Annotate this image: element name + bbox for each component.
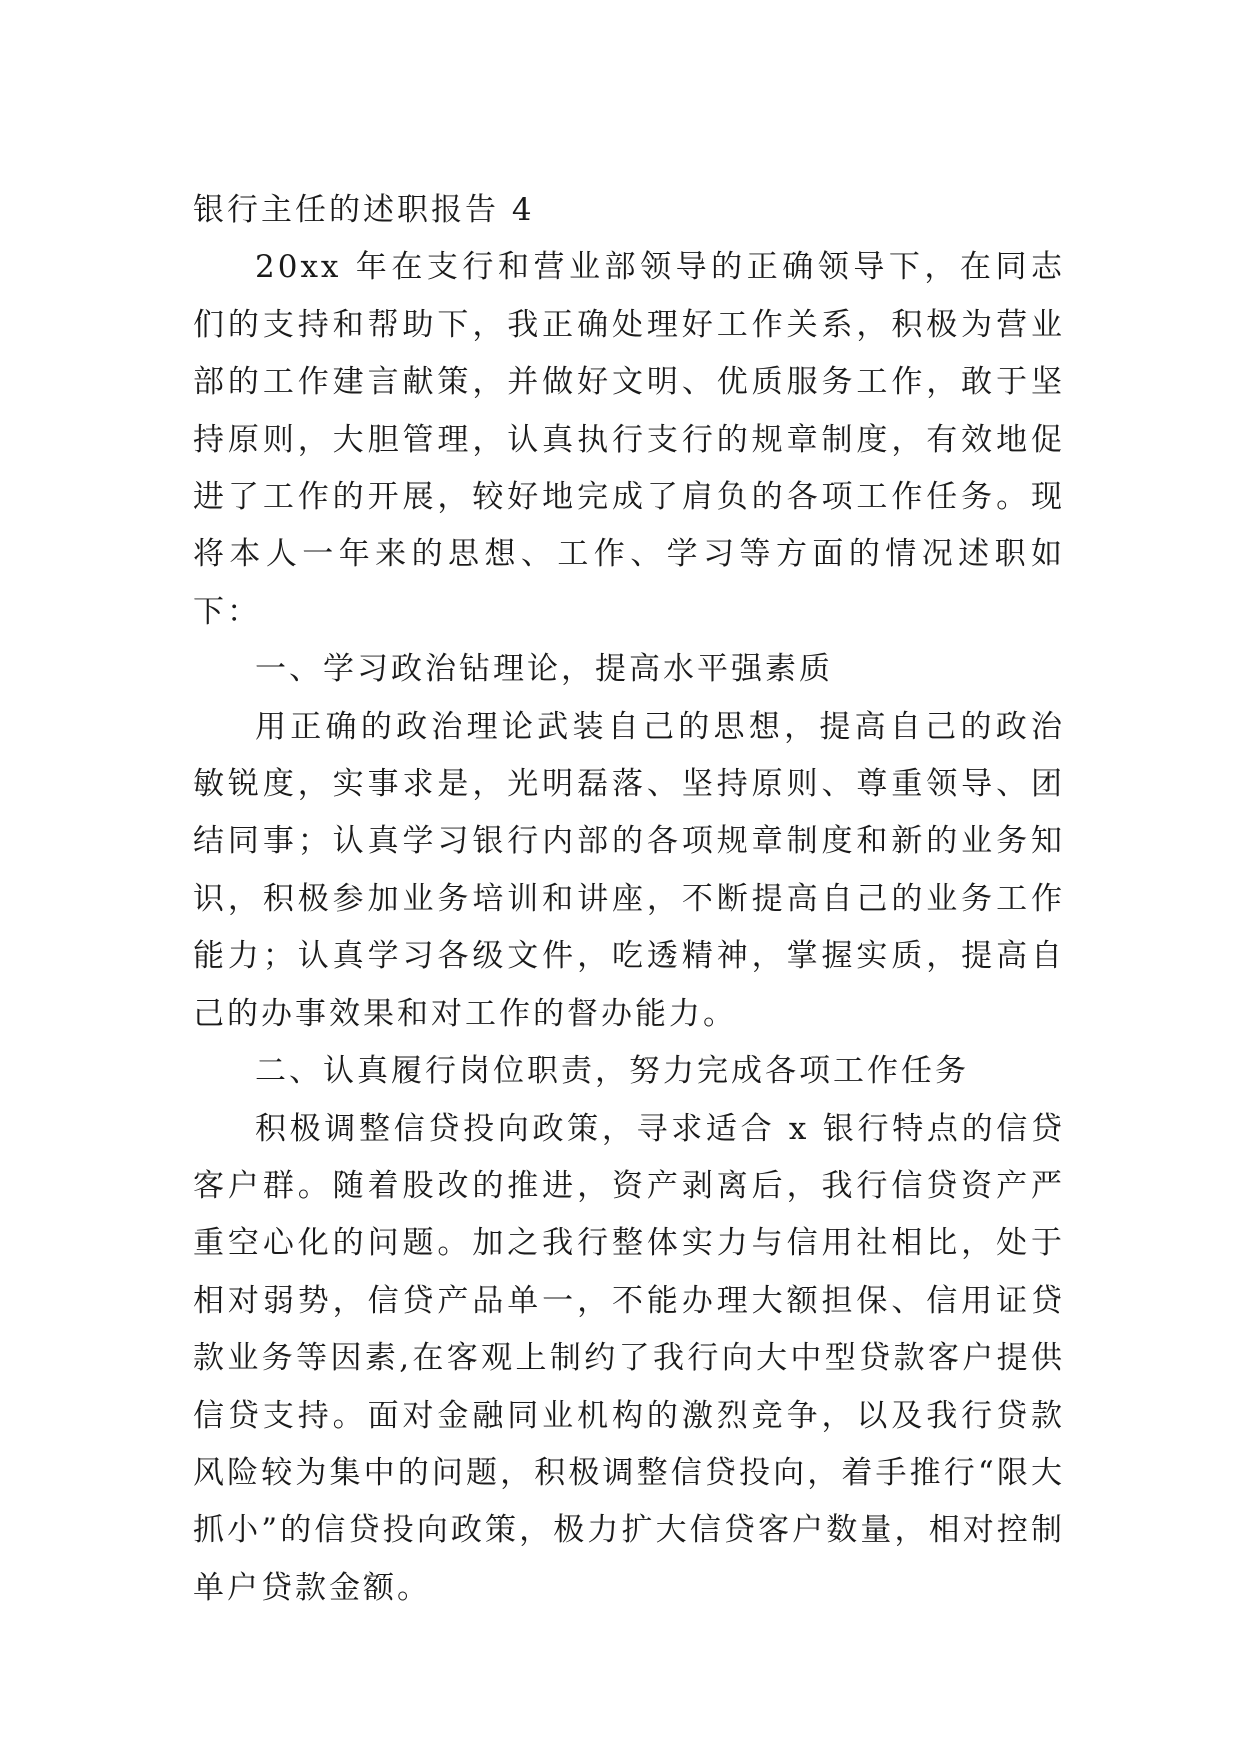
section-1-heading: 一、学习政治钻理论，提高水平强素质 [255,651,833,688]
section-1-paragraph: 用正确的政治理论武装自己的思想，提高自己的政治敏锐度，实事求是，光明磊落、坚持原则、尊重领导、团结同事；认真学习银行内部的各项规章制度和新的业务知识，积极参加业务培训和讲座，不断提高自己的业务工作能力；认真学习各级文件，吃透精神，掌握实质，提高自己的办事效果和对工作的督办能力。 [193,708,1065,1032]
document-body [193,182,1065,1617]
document-title: 银行主任的述职报告 4 [193,192,535,228]
section-2-heading: 二、认真履行岗位职责，努力完成各项工作任务 [255,1053,969,1090]
intro-paragraph: 20xx 年在支行和营业部领导的正确领导下，在同志们的支持和帮助下，我正确处理好工作关系，积极为营业部的工作建言献策，并做好文明、优质服务工作，敢于坚持原则，大胆管理，认真执行支行的规章制度，有效地促进了工作的开展，较好地完成了肩负的各项工作任务。现将本人一年来的思想、工作、学习等方面的情况述职如下： [193,249,1065,630]
section-2-paragraph: 积极调整信贷投向政策，寻求适合 x 银行特点的信贷客户群。随着股改的推进，资产剥离后，我行信贷资产严重空心化的问题。加之我行整体实力与信用社相比，处于相对弱势，信贷产品单一，不能办理大额担保、信用证贷款业务等因素,在客观上制约了我行向大中型贷款客户提供信贷支持。面对金融同业机构的激烈竞争，以及我行贷款风险较为集中的问题，积极调整信贷投向，着手推行“限大抓小”的信贷投向政策，极力扩大信贷客户数量，相对控制单户贷款金额。 [193,1110,1065,1606]
